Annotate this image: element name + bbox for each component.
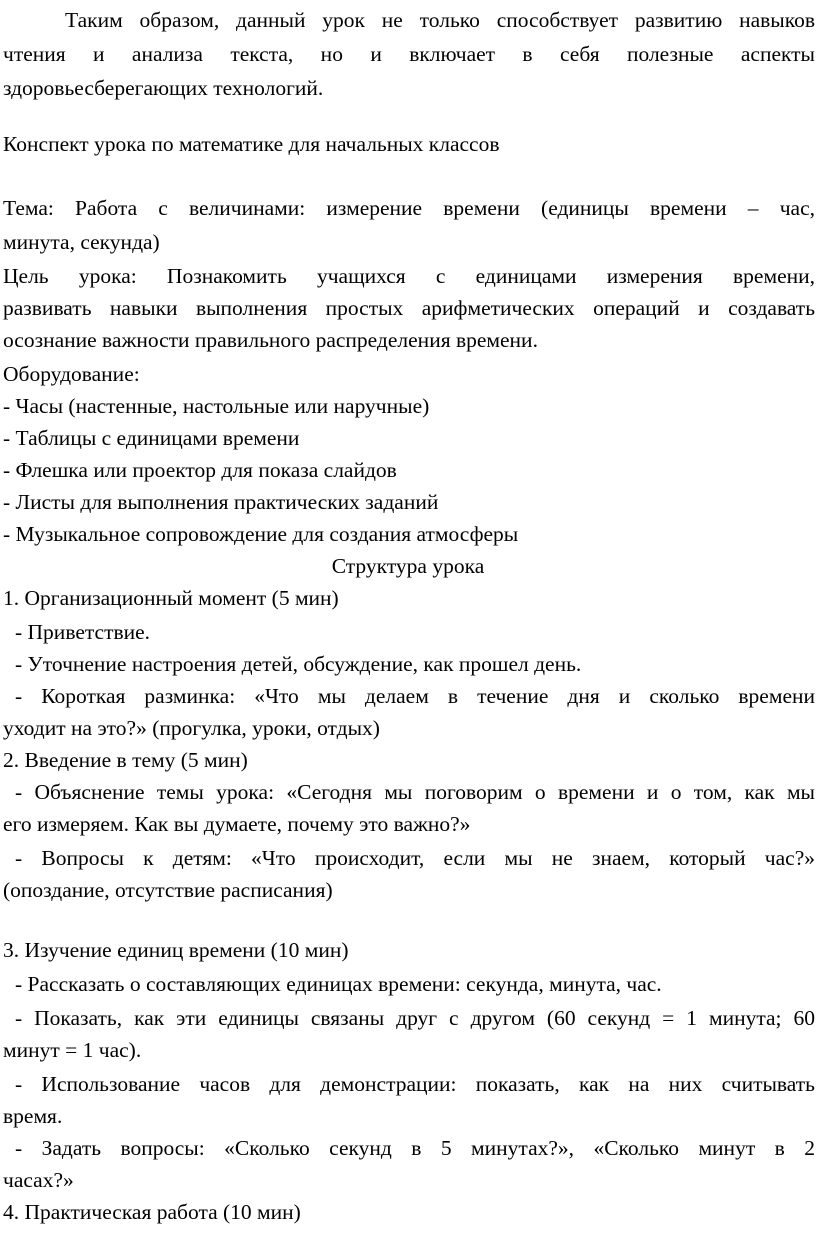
equipment-item: - Таблицы с единицами времени [3, 426, 300, 450]
equipment-item: - Листы для выполнения практических заданий [3, 490, 439, 514]
equipment-heading: Оборудование: [3, 362, 140, 386]
stage-3-item: - Показать, как эти единицы связаны друг с другом (60 секунд = 1 минута; 60 [15, 1006, 815, 1030]
stage-1-item-cont: уходит на это?» (прогулка, уроки, отдых) [3, 716, 380, 740]
intro-line-1: Таким образом, данный урок не только способствует развитию навыков [65, 8, 815, 32]
stage-2-item-cont: (опоздание, отсутствие расписания) [3, 878, 333, 902]
stage-3-item: - Рассказать о составляющих единицах времени: секунда, минута, час. [15, 972, 662, 996]
stage-3-heading: 3. Изучение единиц времени (10 мин) [3, 938, 349, 962]
stage-4-heading: 4. Практическая работа (10 мин) [3, 1200, 301, 1224]
goal-line-2: развивать навыки выполнения простых арифметических операций и создавать [3, 296, 815, 320]
stage-2-item: - Вопросы к детям: «Что происходит, если мы не знаем, который час?» [15, 846, 815, 870]
stage-3-item: - Использование часов для демонстрации: показать, как на них считывать [15, 1072, 815, 1096]
stage-1-item: - Короткая разминка: «Что мы делаем в течение дня и сколько времени [15, 684, 815, 708]
topic-line-2: минута, секунда) [3, 230, 160, 254]
structure-heading: Структура урока [331, 554, 485, 578]
stage-3-item: - Задать вопросы: «Сколько секунд в 5 минутах?», «Сколько минут в 2 [15, 1136, 815, 1160]
stage-3-item-cont: время. [3, 1104, 63, 1128]
stage-3-item-cont: часах?» [3, 1168, 74, 1192]
stage-2-heading: 2. Введение в тему (5 мин) [3, 748, 248, 772]
topic-line-1: Тема: Работа с величинами: измерение времени (единицы времени – час, [3, 196, 815, 220]
equipment-item: - Флешка или проектор для показа слайдов [3, 458, 397, 482]
goal-line-3: осознание важности правильного распределения времени. [3, 328, 538, 352]
goal-line-1: Цель урока: Познакомить учащихся с единицами измерения времени, [3, 264, 815, 288]
stage-3-item-cont: минут = 1 час). [3, 1038, 142, 1062]
stage-2-item: - Объяснение темы урока: «Сегодня мы поговорим о времени и о том, как мы [15, 780, 815, 804]
stage-1-item: - Приветствие. [15, 620, 151, 644]
intro-line-2: чтения и анализа текста, но и включает в себя полезные аспекты [3, 42, 815, 66]
stage-1-item: - Уточнение настроения детей, обсуждение, как прошел день. [15, 652, 582, 676]
stage-1-heading: 1. Организационный момент (5 мин) [3, 586, 339, 610]
stage-2-item-cont: его измеряем. Как вы думаете, почему это важно?» [3, 812, 471, 836]
equipment-item: - Часы (настенные, настольные или наручные) [3, 394, 430, 418]
lesson-title: Конспект урока по математике для начальных классов [3, 132, 500, 156]
intro-line-3: здоровьесберегающих технологий. [3, 76, 324, 100]
equipment-item: - Музыкальное сопровождение для создания атмосферы [3, 522, 519, 546]
